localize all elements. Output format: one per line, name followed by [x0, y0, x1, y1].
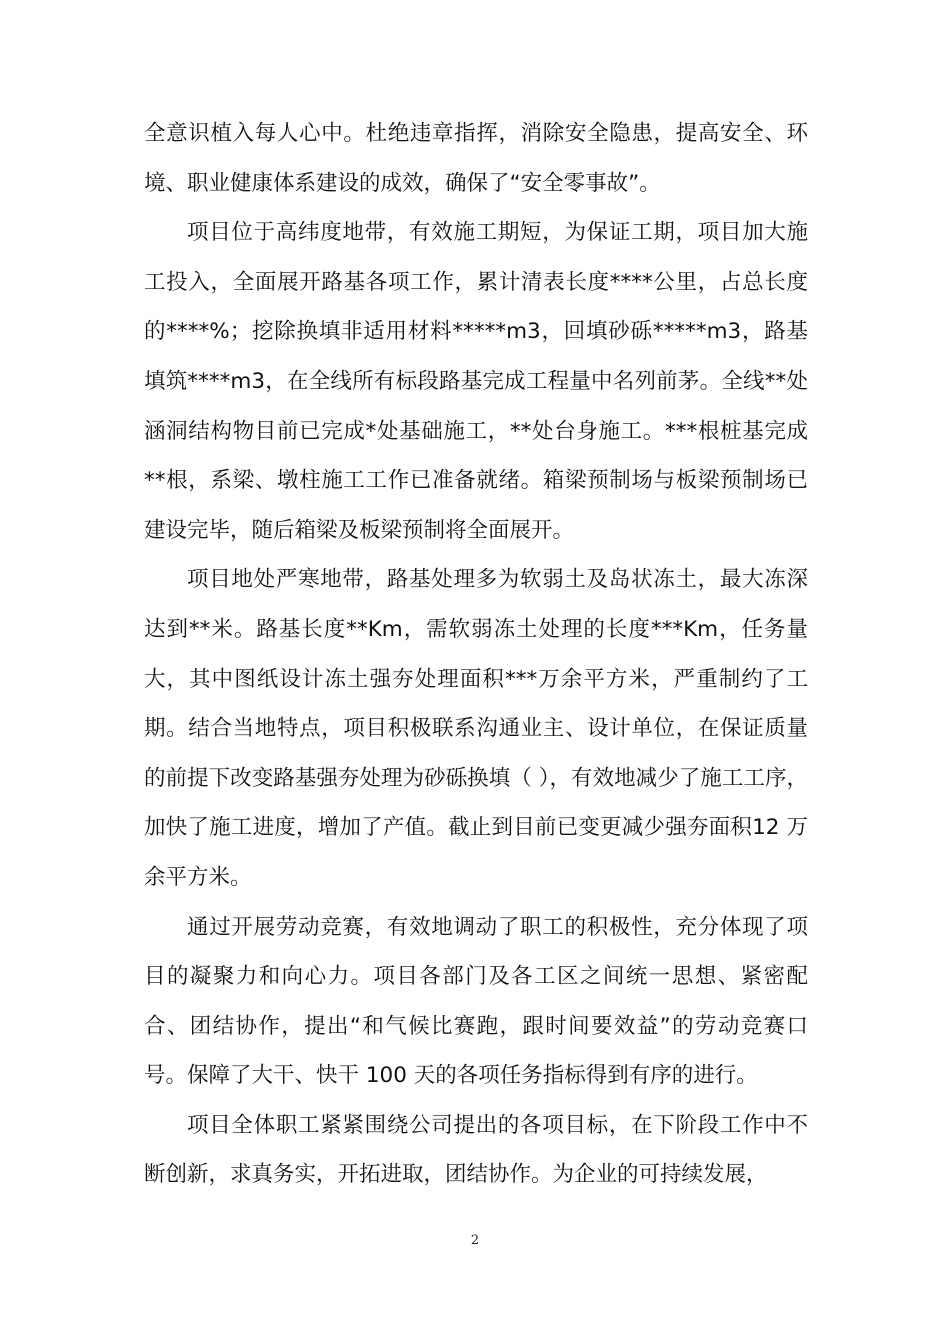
paragraph-3: 项目地处严寒地带，路基处理多为软弱土及岛状冻土，最大冻深达到**米。路基长度**Km，需软弱冻土处理的长度***Km，任务量大，其中图纸设计冻土强夯处理面积***万余平方米，严重制约了工期。结合当地特点，项目积极联系沟通业主、设计单位，在保证质量的前提下改变路基强夯处理为砂砾换填（ ），有效地减少了施工工序，加快了施工进度，增加了产值。截止到目前已变更减少强夯面积12 万余平方米。	[144, 567, 808, 890]
paragraph-5: 项目全体职工紧紧围绕公司提出的各项目标，在下阶段工作中不断创新，求真务实，开拓进取，团结协作。为企业的可持续发展，	[144, 1112, 808, 1188]
page-number: 2	[470, 1233, 480, 1248]
document-body	[144, 109, 808, 1200]
paragraph-2: 项目位于高纬度地带，有效施工期短，为保证工期，项目加大施工投入，全面展开路基各项工作，累计清表长度****公里，占总长度的****%；挖除换填非适用材料*****m3，回填砂砾*****m3，路基填筑****m3，在全线所有标段路基完成工程量中名列前茅。全线**处涵洞结构物目前已完成*处基础施工，**处台身施工。***根桩基完成**根，系梁、墩柱施工工作已准备就绪。箱梁预制场与板梁预制场已建设完毕，随后箱梁及板梁预制将全面展开。	[144, 220, 808, 543]
paragraph-4: 通过开展劳动竞赛，有效地调动了职工的积极性，充分体现了项目的凝聚力和向心力。项目各部门及各工区之间统一思想、紧密配合、团结协作，提出“和气候比赛跑，跟时间要效益”的劳动竞赛口号。保障了大干、快干 100 天的各项任务指标得到有序的进行。	[144, 914, 808, 1089]
paragraph-1: 全意识植入每人心中。杜绝违章指挥，消除安全隐患，提高安全、环境、职业健康体系建设的成效，确保了“安全零事故”。	[144, 121, 808, 196]
